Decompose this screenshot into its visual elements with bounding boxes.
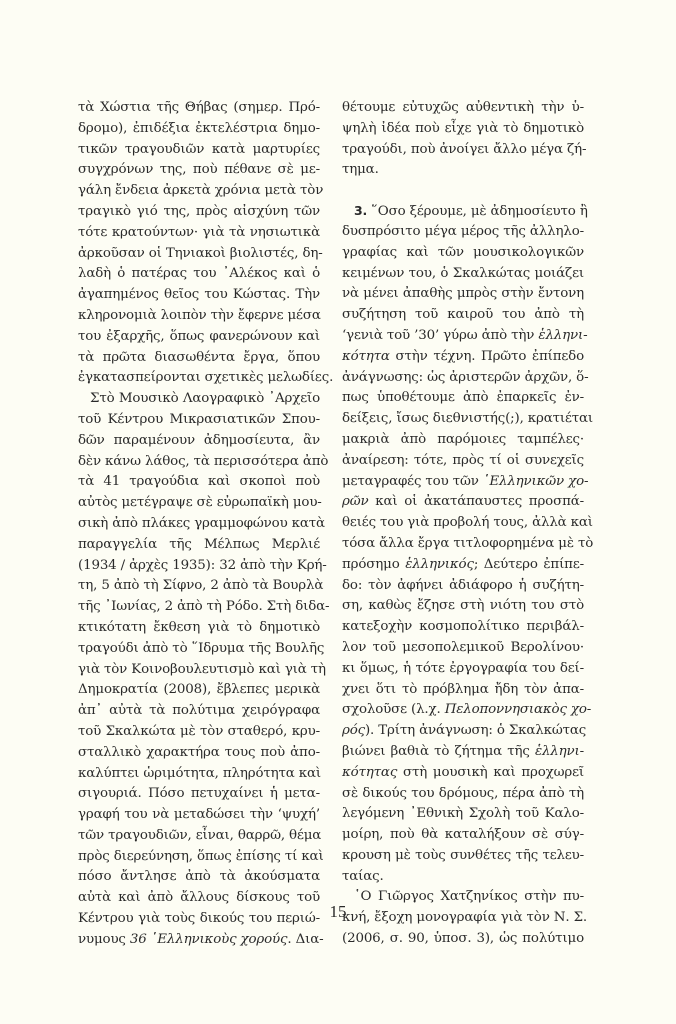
italic-term: κότητας	[342, 764, 398, 780]
text-line: τῆς ᾿Ιωνίας, 2 ἀπὸ τὴ Ρόδο. Στὴ διδα-	[78, 599, 330, 615]
text-span: . Δια-	[287, 931, 324, 947]
text-line: δο: τὸν ἀφήνει ἀδιάφορο ἡ συζήτη-	[342, 577, 584, 593]
page-number: 15	[329, 902, 347, 921]
text-line: δὲν κάνω λάθος, τὰ περισσότερα ἀπὸ	[78, 453, 329, 469]
text-line: αὐτὰ καὶ ἀπὸ ἄλλους δίσκους τοῦ	[78, 890, 320, 906]
text-line: δῶν παραμένουν ἀδημοσίευτα, ἂν	[78, 432, 320, 448]
text-line: καλύπτει ὡριμότητα, πληρότητα καὶ	[78, 765, 321, 781]
text-span: στὴν τέχνη. Πρῶτο ἐπίπεδο	[389, 348, 584, 364]
section-number: 3.	[354, 203, 368, 219]
text-line: σικὴ ἀπὸ πλάκες γραμμοφώνου κατὰ	[78, 515, 325, 531]
text-line: σιγουριά. Πόσο πετυχαίνει ἡ μετα-	[78, 786, 320, 802]
italic-term: ἑλληνικός	[405, 556, 474, 572]
text-line: ση, καθὼς ἔζησε στὴ νιότη του στὸ	[342, 598, 584, 614]
text-line: κνή, ἔξοχη μονογραφία γιὰ τὸν Ν. Σ.	[342, 910, 587, 926]
italic-title: ρός	[342, 723, 365, 739]
section-3-start	[342, 201, 588, 222]
text-line: τὰ πρῶτα διασωθέντα ἔργα, ὅπου	[78, 349, 320, 365]
text-line	[342, 742, 584, 763]
text-line: λον τοῦ μεσοπολεμικοῦ Βερολίνου·	[342, 639, 584, 655]
text-line: λεγόμενη ᾿Εθνικὴ Σχολὴ τοῦ Καλο-	[342, 806, 584, 822]
text-line: γάλη ἔνδεια ἀρκετὰ χρόνια μετὰ τὸν	[78, 183, 324, 199]
text-line: θέτουμε εὐτυχῶς αὐθεντικὴ τὴν ὑ-	[342, 100, 584, 115]
italic-term: κότητα	[342, 348, 390, 364]
text-line: τοῦ Σκαλκώτα μὲ τὸν σταθερό, κρυ-	[78, 723, 320, 739]
text-line: χνει ὅτι τὸ πρόβλημα ἤδη τὸν ἀπα-	[342, 681, 584, 697]
text-line: τόσα ἄλλα ἔργα τιτλοφορημένα μὲ τὸ	[342, 535, 594, 551]
italic-title: ῾Ελληνικῶν χο-	[482, 473, 589, 489]
text-line: συζήτηση τοῦ καιροῦ του ἀπὸ τὴ	[342, 307, 584, 323]
text-line: Δημοκρατία (2008), ἔβλεπες μερικὰ	[78, 682, 320, 698]
text-line: αὐτὸς μετέγραψε σὲ εὐρωπαϊκὴ μου-	[78, 495, 322, 511]
text-line: γραφίας καὶ τῶν μουσικολογικῶν	[342, 244, 584, 260]
text-line: νὰ μένει ἀπαθὴς μπρὸς στὴν ἔντονη	[342, 286, 584, 302]
text-line: γιὰ τὸν Κοινοβουλευτισμὸ καὶ γιὰ τὴ	[78, 661, 326, 677]
text-line	[342, 347, 584, 368]
text-line: του ἐξαρχῆς, ὅπως φανερώνουν καὶ	[78, 328, 320, 344]
text-line: ψηλὴ ἰδέα ποὺ εἶχε γιὰ τὸ δημοτικὸ	[342, 120, 584, 136]
text-line	[342, 492, 584, 513]
text-span: καὶ οἱ ἀκατάπαυστες προσπά-	[368, 494, 584, 510]
text-line: θειές του γιὰ προβολή τους, ἀλλὰ καὶ	[342, 515, 593, 531]
text-line: τημα.	[342, 162, 379, 178]
left-column	[78, 98, 334, 951]
text-line	[342, 326, 588, 347]
text-line: Κέντρου γιὰ τοὺς δικούς του περιώ-	[78, 911, 320, 927]
italic-term: ἑλληνι-	[534, 743, 584, 759]
text-span: νυμους	[78, 931, 130, 947]
text-line: κι ὅμως, ἡ τότε ἐργογραφία του δεί-	[342, 660, 584, 676]
italic-title: 36 ῾Ελληνικοὺς χορούς	[129, 931, 288, 947]
text-line: πρὸς διερεύνηση, ὅπως ἐπίσης τί καὶ	[78, 848, 324, 864]
text-line: συγχρόνων της, ποὺ πέθανε σὲ με-	[78, 162, 320, 178]
text-line: ἐγκατασπείρονται σχετικὲς μελωδίες.	[78, 370, 334, 386]
text-line: μακριὰ ἀπὸ παρόμοιες ταμπέλες·	[342, 431, 584, 447]
text-span: ‘γενιὰ τοῦ ’30’ γύρω ἀπὸ τὴν	[342, 327, 539, 343]
text-line: κληρονομιὰ λοιπὸν τὴν ἔφερνε μέσα	[78, 307, 321, 323]
text-line	[342, 472, 589, 493]
text-span: σχολοῦσε (λ.χ.	[342, 702, 445, 718]
text-line: πως ὑποθέτουμε ἀπὸ ἐπαρκεῖς ἐν-	[342, 390, 584, 406]
text-line: τικῶν τραγουδιῶν κατὰ μαρτυρίες	[78, 141, 320, 157]
text-span: ῞Οσο ξέρουμε, μὲ ἀδημοσίευτο ἢ	[367, 204, 588, 220]
text-line: τοῦ Κέντρου Μικρασιατικῶν Σπου-	[78, 411, 320, 427]
text-line: κρουση μὲ τοὺς συνθέτες τῆς τελευ-	[342, 847, 584, 863]
text-line	[342, 763, 584, 784]
text-line	[342, 700, 592, 721]
text-line: τραγούδι ἀπὸ τὸ ῞Ιδρυμα τῆς Βουλῆς	[78, 640, 325, 656]
text-span: πρόσημο	[342, 556, 406, 572]
text-span: στὴ μουσικὴ καὶ προχωρεῖ	[397, 764, 584, 780]
text-line: δρομο), ἐπιδέξια ἐκτελέστρια δημο-	[78, 120, 320, 136]
text-line: παραγγελία τῆς Μέλπως Μερλιέ	[78, 536, 320, 552]
text-line: ἀπ᾿ αὐτὰ τὰ πολύτιμα χειρόγραφα	[78, 703, 320, 719]
text-line: δυσπρόσιτο μέγα μέρος τῆς ἀλληλο-	[342, 223, 584, 239]
text-line: κατεξοχὴν κοσμοπολίτικο περιβάλ-	[342, 619, 584, 635]
text-line: ἀγαπημένος θεῖος του Κώστας. Τὴν	[78, 287, 320, 303]
text-span: βιώνει βαθιὰ τὸ ζήτημα τῆς	[342, 743, 535, 759]
text-line	[78, 930, 324, 951]
italic-term: ἑλληνι-	[538, 327, 588, 343]
right-column	[342, 98, 594, 950]
text-line: τῶν τραγουδιῶν, εἶναι, θαρρῶ, θέμα	[78, 827, 322, 843]
text-line: (2006, σ. 90, ὑποσ. 3), ὡς πολύτιμο	[342, 931, 584, 947]
text-line: πόσο ἄντλησε ἀπὸ τὰ ἀκούσματα	[78, 869, 320, 885]
text-line: ἀναίρεση: τότε, πρὸς τί οἱ συνεχεῖς	[342, 452, 584, 468]
italic-title: ρῶν	[342, 494, 369, 510]
text-line: σὲ δικούς του δρόμους, πέρα ἀπὸ τὴ	[342, 785, 584, 801]
text-line	[342, 555, 584, 576]
text-span: μεταγραφές του τῶν	[342, 473, 483, 489]
text-line: τη, 5 ἀπὸ τὴ Σίφνο, 2 ἀπὸ τὰ Βουρλὰ	[78, 578, 324, 594]
text-line: ταίας.	[342, 868, 384, 884]
text-line: τὰ 41 τραγούδια καὶ σκοποὶ ποὺ	[78, 474, 320, 490]
text-line: κτικότατη ἔκθεση γιὰ τὸ δημοτικὸ	[78, 619, 320, 635]
text-line: τραγούδι, ποὺ ἀνοίγει ἄλλο μέγα ζή-	[342, 141, 587, 157]
text-line: δείξεις, ἴσως διεθνιστής(;), κρατιέται	[342, 411, 594, 427]
text-line: τραγικὸ γιό της, πρὸς αἰσχύνη τῶν	[78, 203, 320, 219]
text-line	[342, 721, 587, 742]
text-line: ἀνάγνωσης: ὡς ἀριστερῶν ἀρχῶν, ὅ-	[342, 369, 589, 385]
text-line: μοίρη, ποὺ θὰ καταλήξουν σὲ σύγ-	[342, 827, 584, 843]
text-span: ; Δεύτερο ἐπίπε-	[473, 556, 584, 572]
text-line: τότε κρατούντων· γιὰ τὰ νησιωτικὰ	[78, 224, 320, 240]
text-line: τὰ Χώστια τῆς Θήβας (σημερ. Πρό-	[78, 100, 320, 115]
text-span: ). Τρίτη ἀνάγνωση: ὁ Σκαλκώτας	[364, 723, 587, 739]
italic-title: Πελοποννησιακὸς χο-	[444, 702, 592, 718]
text-line: σταλλικὸ χαρακτήρα τους ποὺ ἀπο-	[78, 744, 320, 760]
text-line: γραφή του νὰ μεταδώσει τὴν ‘ψυχή’	[78, 807, 320, 823]
text-line: λαδὴ ὁ πατέρας του ᾿Αλέκος καὶ ὁ	[78, 266, 320, 282]
text-line: (1934 / ἀρχὲς 1935): 32 ἀπὸ τὴν Κρή-	[78, 557, 327, 573]
text-line: κειμένων του, ὁ Σκαλκώτας μοιάζει	[342, 265, 584, 281]
paragraph-start: Στὸ Μουσικὸ Λαογραφικὸ ᾿Αρχεῖο	[90, 391, 320, 407]
paragraph-start: ῾Ο Γιῶργος Χατζηνίκος στὴν πυ-	[354, 889, 584, 905]
text-line: ἀρκοῦσαν οἱ Τηνιακοὶ βιολιστές, δη-	[78, 245, 323, 261]
